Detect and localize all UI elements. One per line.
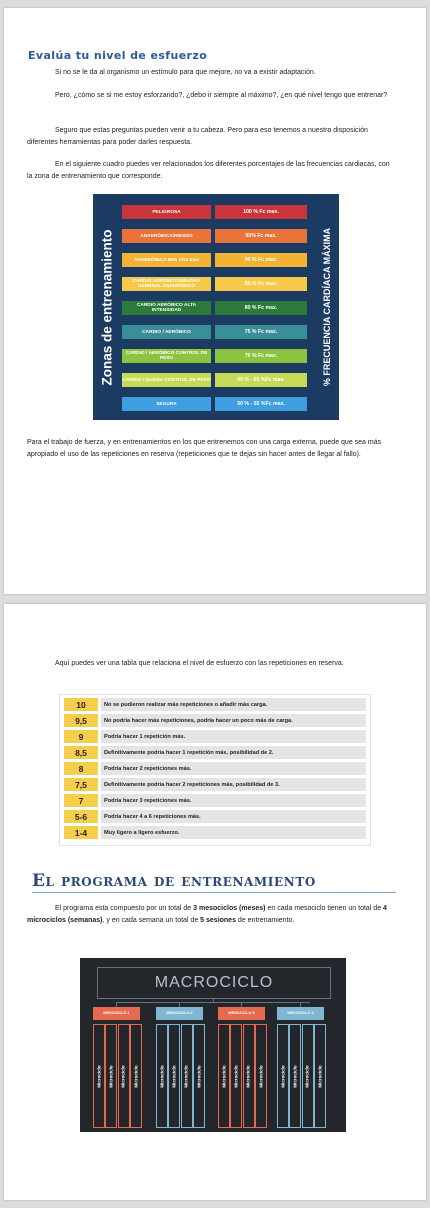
microcycle-box [218, 1024, 230, 1128]
effort-description: Podría hacer 2 repeticiones más. [101, 762, 366, 775]
paragraph-text: Aquí puedes ver una tabla que relaciona el nivel de esfuerzo con las repeticiones en reserva. [55, 660, 344, 667]
microcycle-box [314, 1024, 326, 1128]
zone-label: CARDIO AERÓBICO ALTA INTENSIDAD [122, 301, 211, 315]
program-text-mesociclos: 3 mesociclos (meses) [193, 905, 266, 912]
microcycle-box [193, 1024, 205, 1128]
microcycle-box [105, 1024, 117, 1128]
heading-underline [32, 892, 396, 893]
effort-description: No podría hacer más repeticiones, podría hacer un poco más de carga. [101, 714, 366, 727]
section-heading-programa: El programa de entrenamiento [32, 871, 316, 891]
effort-level: 7 [64, 794, 98, 807]
effort-level: 8,5 [64, 746, 98, 759]
zone-label: CARDIO / AERÓBICO [122, 325, 211, 339]
microcycle-box [156, 1024, 168, 1128]
effort-description: Podría hacer 1 repetición más. [101, 730, 366, 743]
macrocycle-title: MACROCICLO [154, 974, 274, 991]
effort-description: Podría hacer 4 a 6 repeticiones más. [101, 810, 366, 823]
microcycle-box [230, 1024, 242, 1128]
paragraph [27, 658, 395, 670]
microcycle-box [118, 1024, 130, 1128]
effort-description: No se pudieron realizar más repeticiones o añadir más carga. [101, 698, 366, 711]
program-text-4: de entrenamiento. [235, 917, 295, 924]
microcycle-box [130, 1024, 142, 1128]
paragraph-text: Seguro que estas preguntas pueden venir a tu cabeza. Pero para eso tenemos a nuestra disposición diferentes herramientas para poder darles respuesta. [27, 127, 368, 146]
effort-row [64, 746, 366, 759]
zone-frequency: 85 % Fc max. [215, 277, 307, 291]
zone-label: ANAERÓBICA 85% VO2 max [122, 253, 211, 267]
microcycle-label: Microciclo [280, 1064, 286, 1088]
chart-left-title [95, 204, 119, 410]
microcycle-box [181, 1024, 193, 1128]
effort-scale-table [59, 694, 371, 846]
effort-row [64, 730, 366, 743]
zone-label: CARDIO / AERÓBICO CONTROL DE PESO [122, 349, 211, 363]
effort-level: 5-6 [64, 810, 98, 823]
paragraph [27, 67, 395, 79]
effort-description: Definitivamente podría hacer 2 repeticiones más, posibilidad de 3. [101, 778, 366, 791]
effort-description: Definitivamente podría hacer 1 repetición más, posibilidad de 2. [101, 746, 366, 759]
effort-level: 7,5 [64, 778, 98, 791]
microcycle-box [255, 1024, 267, 1128]
microcycle-label: Microciclo [246, 1064, 252, 1088]
zone-label: ANAERÓBICA/RIESGO [122, 229, 211, 243]
chart-left-title-text: Zonas de entrenamiento [99, 228, 115, 386]
chart-right-title [317, 204, 337, 410]
connector-line [116, 1002, 310, 1003]
effort-row [64, 698, 366, 711]
microcycle-box [302, 1024, 314, 1128]
effort-row [64, 714, 366, 727]
microcycle-label: Microciclo [196, 1064, 202, 1088]
microcycle-label: Microciclo [221, 1064, 227, 1088]
zone-label: SEGURA [122, 397, 211, 411]
chart-right-title-text: % FRECUENCIA CARDÍACA MÁXIMA [322, 227, 332, 387]
microcycle-box [289, 1024, 301, 1128]
program-text-microciclos: 4 microciclos (semanas) [27, 905, 387, 924]
paragraph [27, 90, 395, 102]
effort-row [64, 810, 366, 823]
effort-level: 8 [64, 762, 98, 775]
microcycle-box [277, 1024, 289, 1128]
zone-frequency: 50 % - 55 %Fc max. [215, 397, 307, 411]
microcycle-box [243, 1024, 255, 1128]
macrocycle-diagram [80, 958, 346, 1132]
microcycle-label: Microciclo [108, 1064, 114, 1088]
effort-row [64, 778, 366, 791]
microcycle-label: Microciclo [317, 1064, 323, 1088]
effort-level: 10 [64, 698, 98, 711]
zone-frequency: 90 % Fc max. [215, 253, 307, 267]
zone-frequency: 70 % Fc max. [215, 349, 307, 363]
effort-level: 9,5 [64, 714, 98, 727]
microcycle-label: Microciclo [184, 1064, 190, 1088]
microcycle-label: Microciclo [96, 1064, 102, 1088]
microcycle-label: Microciclo [159, 1064, 165, 1088]
program-text-2: en cada mesociclo tienen un total de [265, 905, 384, 912]
zone-label: PELIGROSA [122, 205, 211, 219]
program-text-3: , y en cada semana un total de [102, 917, 201, 924]
paragraph-text: Si no se le da al organismo un estímulo para que mejore, no va a existir adaptación. [55, 69, 316, 76]
effort-level: 9 [64, 730, 98, 743]
microcycle-label: Microciclo [233, 1064, 239, 1088]
paragraph-text: Pero, ¿cómo se si me estoy esforzando?, ¿debo ir siempre al máximo?, ¿en qué nivel tengo que entrenar? [55, 92, 388, 99]
heart-rate-zones-chart [93, 194, 339, 420]
paragraph [27, 159, 395, 183]
effort-row [64, 794, 366, 807]
macrocycle-box [97, 967, 331, 999]
mesocycle-box: MESOCICLO 1 [93, 1007, 140, 1020]
zone-frequency: 100 % Fc max. [215, 205, 307, 219]
microcycle-label: Microciclo [258, 1064, 264, 1088]
microcycle-label: Microciclo [292, 1064, 298, 1088]
zone-frequency: 80 % Fc max. [215, 301, 307, 315]
microcycle-label: Microciclo [133, 1064, 139, 1088]
section-heading-esfuerzo: Evalúa tu nivel de esfuerzo [28, 49, 208, 62]
paragraph: Para el trabajo de fuerza, y en entrenamientos en los que entrenemos con una carga externa, puede que sea más apropiado el uso de las repeticiones en reserva (repeticiones que te dejas sin hacer antes de llegar al fallo). [27, 439, 382, 458]
program-text-sesiones: 5 sesiones [200, 917, 236, 924]
zone-label: CARDIO AERÓBICO/MEJORA GENERAL ANAERÓBICO [122, 277, 211, 291]
effort-description: Muy ligero a ligero esfuerzo. [101, 826, 366, 839]
microcycle-label: Microciclo [121, 1064, 127, 1088]
effort-level: 1-4 [64, 826, 98, 839]
program-text-1: El programa esta compuesto por un total de [55, 905, 194, 912]
effort-description: Podría hacer 3 repeticiones más. [101, 794, 366, 807]
zone-frequency: 95% Fc max. [215, 229, 307, 243]
program-paragraph [27, 903, 395, 927]
microcycle-label: Microciclo [305, 1064, 311, 1088]
paragraph-text: En el siguiente cuadro puedes ver relacionados los diferentes porcentajes de las frecuencias cardiacas, con la zona de entrenamiento que corresponde. [27, 161, 390, 180]
microcycle-label: Microciclo [171, 1064, 177, 1088]
microcycle-box [93, 1024, 105, 1128]
zone-label: CARDIO / QUEMA CONTROL DE PESO [122, 373, 211, 387]
effort-row [64, 762, 366, 775]
zone-frequency: 75 % Fc max. [215, 325, 307, 339]
microcycle-box [168, 1024, 180, 1128]
mesocycle-box: MESOCICLO 3 [218, 1007, 265, 1020]
mesocycle-box: MESOCICLO 2 [156, 1007, 203, 1020]
zone-frequency: 60 % - 65 %Fc max. [215, 373, 307, 387]
mesocycle-box: MESOCICLO 4 [277, 1007, 324, 1020]
paragraph [27, 125, 395, 149]
effort-row [64, 826, 366, 839]
